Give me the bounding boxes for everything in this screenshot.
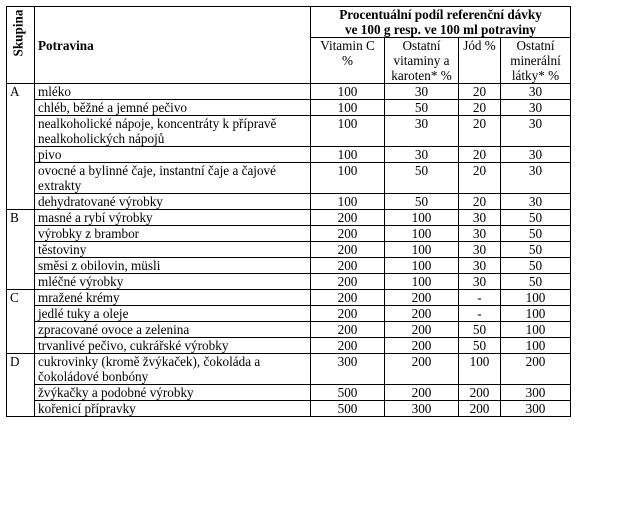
value-cell: 20 (459, 147, 501, 163)
table-row (7, 194, 571, 210)
table-row (7, 322, 571, 338)
food-cell: trvanlivé pečivo, cukrářské výrobky (35, 338, 311, 354)
food-cell: masné a rybí výrobky (35, 210, 311, 226)
header-main (311, 7, 571, 38)
header-iodine: Jód % (459, 38, 501, 84)
value-cell: 100 (311, 194, 385, 210)
food-cell: cukrovinky (kromě žvýkaček), čokoláda a čokoládové bonbóny (35, 354, 311, 385)
value-cell: 50 (501, 242, 571, 258)
value-cell: 100 (311, 116, 385, 147)
value-cell: 200 (311, 258, 385, 274)
table-row (7, 242, 571, 258)
value-cell: 300 (385, 401, 459, 417)
value-cell: 50 (501, 258, 571, 274)
group-cell: A (7, 84, 35, 210)
value-cell: 50 (459, 322, 501, 338)
value-cell: 50 (385, 194, 459, 210)
food-cell: mražené krémy (35, 290, 311, 306)
header-group: Skupina (7, 7, 35, 84)
value-cell: 100 (501, 306, 571, 322)
value-cell: 100 (311, 84, 385, 100)
value-cell: 200 (311, 338, 385, 354)
value-cell: 100 (385, 210, 459, 226)
group-cell: D (7, 354, 35, 417)
table-row (7, 226, 571, 242)
value-cell: 50 (501, 274, 571, 290)
table-row (7, 401, 571, 417)
value-cell: 30 (385, 84, 459, 100)
food-cell: mléčné výrobky (35, 274, 311, 290)
value-cell: 200 (311, 274, 385, 290)
value-cell: 30 (501, 100, 571, 116)
value-cell: 200 (311, 210, 385, 226)
header-vitamin-c: Vitamin C % (311, 38, 385, 84)
food-cell: ovocné a bylinné čaje, instantní čaje a čajové extrakty (35, 163, 311, 194)
food-cell: dehydratované výrobky (35, 194, 311, 210)
value-cell: 200 (385, 306, 459, 322)
value-cell: 30 (459, 258, 501, 274)
table-row (7, 354, 571, 385)
value-cell: 20 (459, 100, 501, 116)
food-cell: zpracované ovoce a zelenina (35, 322, 311, 338)
value-cell: 20 (459, 116, 501, 147)
food-cell: kořenicí přípravky (35, 401, 311, 417)
value-cell: 50 (459, 338, 501, 354)
table-row (7, 116, 571, 147)
header-other-minerals: Ostatní minerální látky* % (501, 38, 571, 84)
group-cell: B (7, 210, 35, 290)
value-cell: 200 (385, 290, 459, 306)
value-cell: 200 (385, 322, 459, 338)
food-cell: těstoviny (35, 242, 311, 258)
value-cell: 100 (385, 242, 459, 258)
value-cell: 200 (311, 322, 385, 338)
value-cell: 300 (311, 354, 385, 385)
value-cell: 100 (501, 322, 571, 338)
table-row (7, 84, 571, 100)
value-cell: 200 (385, 354, 459, 385)
value-cell: 100 (459, 354, 501, 385)
value-cell: 50 (385, 163, 459, 194)
value-cell: 30 (459, 226, 501, 242)
header-main-line2: ve 100 g resp. ve 100 ml potraviny (345, 22, 536, 37)
table-row (7, 163, 571, 194)
header-main-line1: Procentuální podíl referenční dávky (339, 7, 542, 22)
value-cell: 30 (459, 242, 501, 258)
value-cell: 200 (311, 290, 385, 306)
table-row (7, 100, 571, 116)
value-cell: 200 (459, 385, 501, 401)
value-cell: 500 (311, 385, 385, 401)
table-row (7, 385, 571, 401)
header-other-vitamins: Ostatní vitaminy a karoten* % (385, 38, 459, 84)
table-row (7, 290, 571, 306)
value-cell: 30 (501, 163, 571, 194)
table-row (7, 258, 571, 274)
value-cell: 100 (311, 100, 385, 116)
nutrition-table (6, 6, 571, 417)
value-cell: 30 (459, 210, 501, 226)
table-body (7, 84, 571, 417)
value-cell: 30 (385, 147, 459, 163)
food-cell: výrobky z brambor (35, 226, 311, 242)
value-cell: 50 (501, 226, 571, 242)
value-cell: 30 (501, 84, 571, 100)
table-row (7, 274, 571, 290)
value-cell: 200 (385, 338, 459, 354)
food-cell: mléko (35, 84, 311, 100)
food-cell: jedlé tuky a oleje (35, 306, 311, 322)
value-cell: 30 (459, 274, 501, 290)
value-cell: 500 (311, 401, 385, 417)
table-row (7, 147, 571, 163)
value-cell: 300 (501, 401, 571, 417)
value-cell: 100 (311, 147, 385, 163)
value-cell: 200 (311, 306, 385, 322)
value-cell: - (459, 306, 501, 322)
food-cell: chléb, běžné a jemné pečivo (35, 100, 311, 116)
food-cell: nealkoholické nápoje, koncentráty k přípravě nealkoholických nápojů (35, 116, 311, 147)
header-food: Potravina (35, 7, 311, 84)
food-cell: směsi z obilovin, müsli (35, 258, 311, 274)
food-cell: pivo (35, 147, 311, 163)
value-cell: 200 (311, 242, 385, 258)
table-row (7, 306, 571, 322)
group-cell: C (7, 290, 35, 354)
value-cell: 200 (459, 401, 501, 417)
value-cell: 30 (501, 116, 571, 147)
value-cell: 50 (501, 210, 571, 226)
value-cell: 30 (501, 194, 571, 210)
value-cell: 100 (385, 226, 459, 242)
value-cell: - (459, 290, 501, 306)
value-cell: 20 (459, 194, 501, 210)
value-cell: 30 (501, 147, 571, 163)
value-cell: 20 (459, 84, 501, 100)
value-cell: 100 (385, 258, 459, 274)
value-cell: 200 (311, 226, 385, 242)
food-cell: žvýkačky a podobné výrobky (35, 385, 311, 401)
value-cell: 20 (459, 163, 501, 194)
value-cell: 100 (311, 163, 385, 194)
table-row (7, 210, 571, 226)
value-cell: 100 (501, 290, 571, 306)
value-cell: 100 (385, 274, 459, 290)
value-cell: 200 (385, 385, 459, 401)
value-cell: 30 (385, 116, 459, 147)
value-cell: 300 (501, 385, 571, 401)
table-row (7, 338, 571, 354)
value-cell: 50 (385, 100, 459, 116)
value-cell: 100 (501, 338, 571, 354)
value-cell: 200 (501, 354, 571, 385)
